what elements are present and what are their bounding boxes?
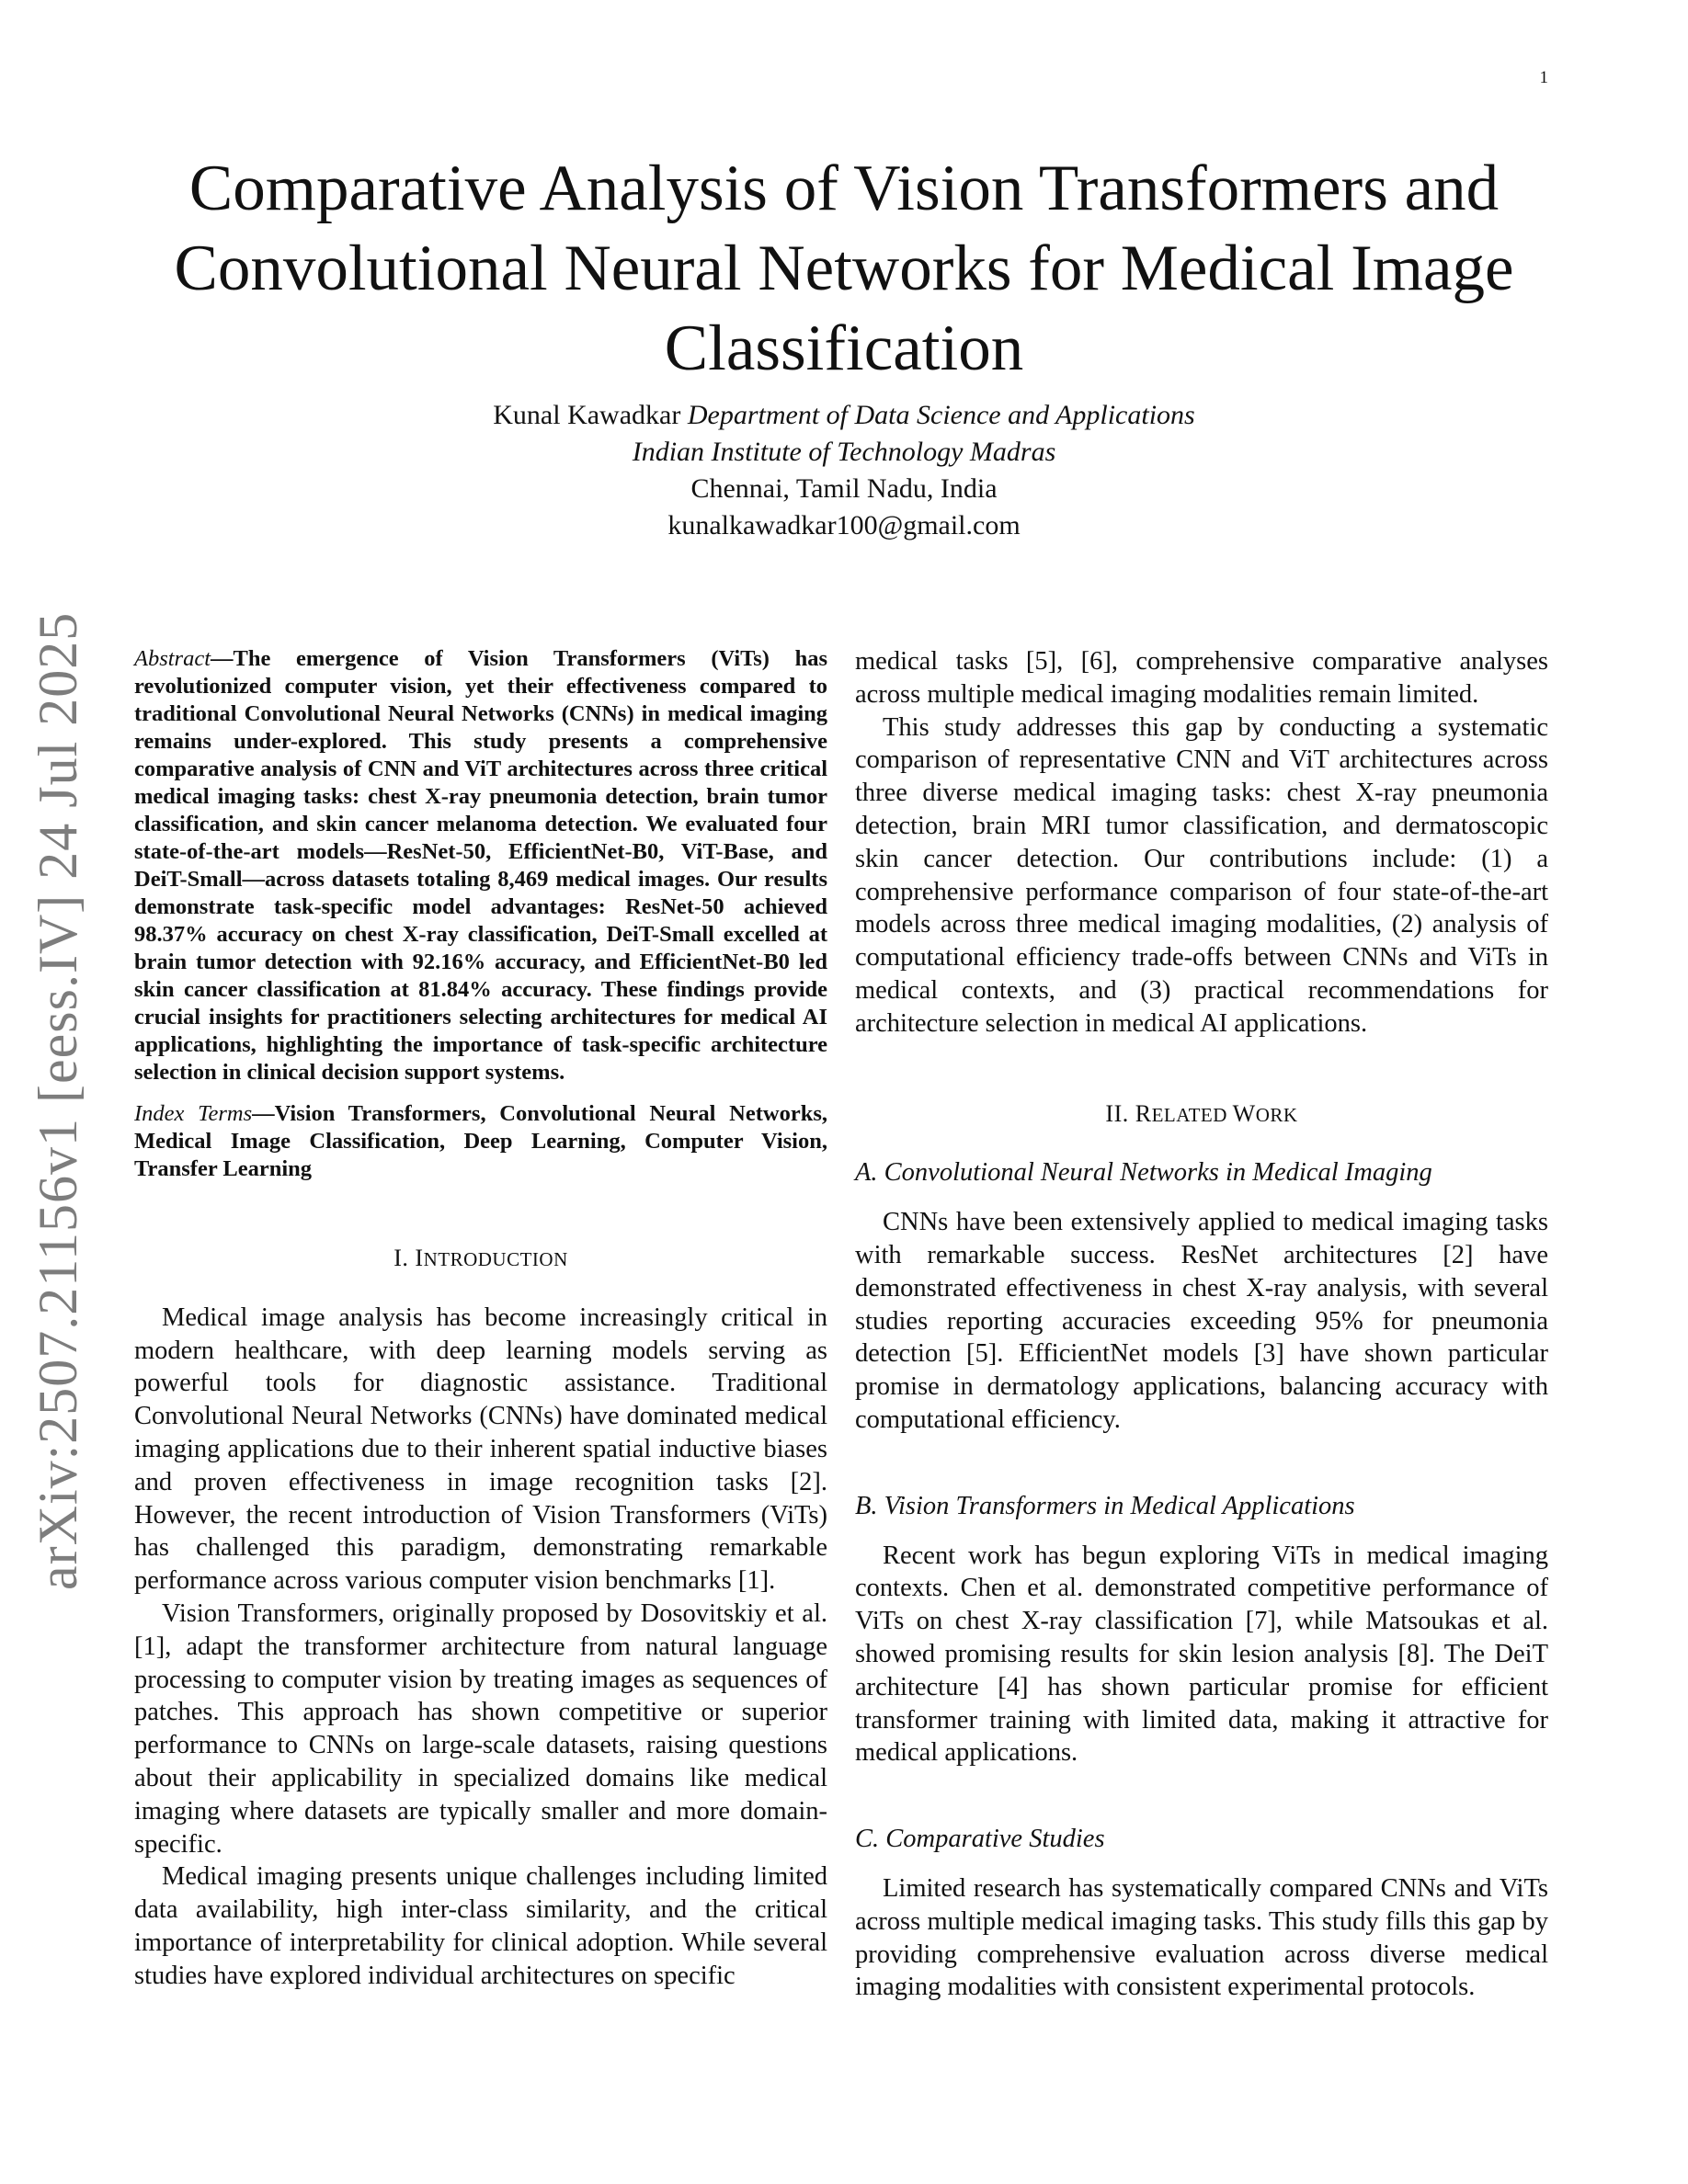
section-initial: I xyxy=(415,1245,424,1271)
arxiv-identifier-stamp: arXiv:2507.21156v1 [eess.IV] 24 Jul 2025 xyxy=(28,611,88,1590)
section-numeral: II. xyxy=(1105,1099,1135,1127)
index-terms-lead: Index Terms xyxy=(134,1101,253,1126)
section-numeral: I. xyxy=(393,1245,416,1271)
intro-paragraph-contributions: This study addresses this gap by conducting a systematic comparison of representative CNN and ViT architectures across three diverse medical imaging tasks: chest X-ray pneumonia detection, brain MRI tumor classification, and dermatoscopic skin cancer detection. Our contributions include: (1) a comprehensive performance comparison of four state-of-the-art models across three medical imaging modalities, (2) analysis of computational efficiency trade-offs between CNNs and ViTs in medical contexts, and (3) practical recommendations for architecture selection in medical AI applications. xyxy=(855,712,1548,1038)
author-name: Kunal Kawadkar xyxy=(493,400,681,430)
paper-title xyxy=(101,149,1587,389)
subsection-heading-cnn: A. Convolutional Neural Networks in Medical Imaging xyxy=(855,1158,1432,1188)
abstract xyxy=(134,645,827,1086)
index-terms xyxy=(134,1100,827,1183)
author-department: Department of Data Science and Applications xyxy=(687,400,1195,430)
index-terms-text: —Vision Transformers, Convolutional Neural Networks, Medical Image Classification, Deep Learning, Computer Vision, Transfer Learning xyxy=(134,1101,828,1181)
section-initial: R xyxy=(1135,1099,1152,1127)
right-column xyxy=(855,645,1548,2004)
subsection-text-vit: Recent work has begun exploring ViTs in medical imaging contexts. Chen et al. demonstrated competitive performance of ViTs on chest X-ray classification [7], while Matsoukas et al. showed promising results for skin lesion analysis [8]. The DeiT architecture [4] has shown particular promise for efficient transformer training with limited data, making it attractive for medical applications. xyxy=(855,1541,1548,1768)
section-title-rest: ELATED xyxy=(1151,1103,1233,1126)
section-title-rest: NTRODUCTION xyxy=(423,1248,568,1270)
intro-paragraph-1: Medical image analysis has become increasingly critical in modern healthcare, with deep learning models serving as powerful tools for diagnostic assistance. Traditional Convolutional Neural Networks (CNNs) have dominated medical imaging applications due to their inherent spatial inductive biases and proven effectiveness in image recognition tasks [2]. However, the recent introduction of Vision Transformers (ViTs) has challenged this paradigm, demonstrating remarkable performance across various computer vision benchmarks [1]. xyxy=(134,1302,827,1596)
section-heading-related-work xyxy=(855,1098,1548,1132)
section-title-rest: ORK xyxy=(1255,1103,1298,1126)
subsection-text-comparative: Limited research has systematically compared CNNs and ViTs across multiple medical imaging tasks. This study fills this gap by providing comprehensive evaluation across diverse medical imaging modalities with consistent experimental protocols. xyxy=(855,1873,1548,2002)
abstract-lead: Abstract xyxy=(134,646,211,671)
intro-paragraph-2: Vision Transformers, originally proposed by Dosovitskiy et al. [1], adapt the transformer architecture from natural language processing to computer vision by treating images as sequences of patches. This approach has shown competitive or superior performance to CNNs on large-scale datasets, raising questions about their applicability in specialized domains like medical imaging where datasets are typically smaller and more domain-specific. xyxy=(134,1598,827,1859)
subsection-text-cnn: CNNs have been extensively applied to medical imaging tasks with remarkable success. ResNet architectures [2] have demonstrated effectiveness in chest X-ray analysis, with several studies reporting accuracies exceeding 95% for pneumonia detection [5]. EfficientNet models [3] have shown particular promise in dermatology applications, balancing accuracy with computational efficiency. xyxy=(855,1208,1548,1434)
title-line-3: Classification xyxy=(664,313,1024,384)
author-institute: Indian Institute of Technology Madras xyxy=(632,437,1056,467)
title-line-2: Convolutional Neural Networks for Medical Image xyxy=(174,233,1514,304)
subsection-heading-comparative: C. Comparative Studies xyxy=(855,1825,1105,1854)
intro-paragraph-3: Medical imaging presents unique challenges including limited data availability, high inter-class similarity, and the critical importance of interpretability for clinical adoption. While several studies have explored individual architectures on specific xyxy=(134,1862,827,1990)
author-email: kunalkawadkar100@gmail.com xyxy=(667,510,1021,540)
abstract-text: —The emergence of Vision Transformers (ViTs) has revolutionized computer vision, yet their effectiveness compared to traditional Convolutional Neural Networks (CNNs) in medical imaging remains under-explored. This study presents a comprehensive comparative analysis of CNN and ViT architectures across three critical medical imaging tasks: chest X-ray pneumonia detection, brain tumor classification, and skin cancer melanoma detection. We evaluated four state-of-the-art models—ResNet-50, EfficientNet-B0, ViT-Base, and DeiT-Small—across datasets totaling 8,469 medical images. Our results demonstrate task-specific model advantages: ResNet-50 achieved 98.37% accuracy on chest X-ray classification, DeiT-Small excelled at brain tumor detection with 92.16% accuracy, and EfficientNet-B0 led skin cancer classification at 81.84% accuracy. These findings provide crucial insights for practitioners selecting architectures for medical AI applications, highlighting the importance of task-specific architecture selection in clinical decision support systems. xyxy=(134,646,827,1085)
author-line xyxy=(184,397,1504,434)
page-number: 1 xyxy=(1539,68,1548,87)
subsection-heading-vit: B. Vision Transformers in Medical Applications xyxy=(855,1491,1355,1520)
author-location: Chennai, Tamil Nadu, India xyxy=(690,473,998,504)
section-heading-introduction xyxy=(134,1242,827,1277)
intro-paragraph-3-continued: medical tasks [5], [6], comprehensive comparative analyses across multiple medical imaging modalities remain limited. xyxy=(855,647,1548,709)
author-block xyxy=(184,397,1504,544)
left-column xyxy=(134,645,827,1993)
section-initial: W xyxy=(1232,1099,1256,1127)
title-line-1: Comparative Analysis of Vision Transformers and xyxy=(188,153,1500,224)
